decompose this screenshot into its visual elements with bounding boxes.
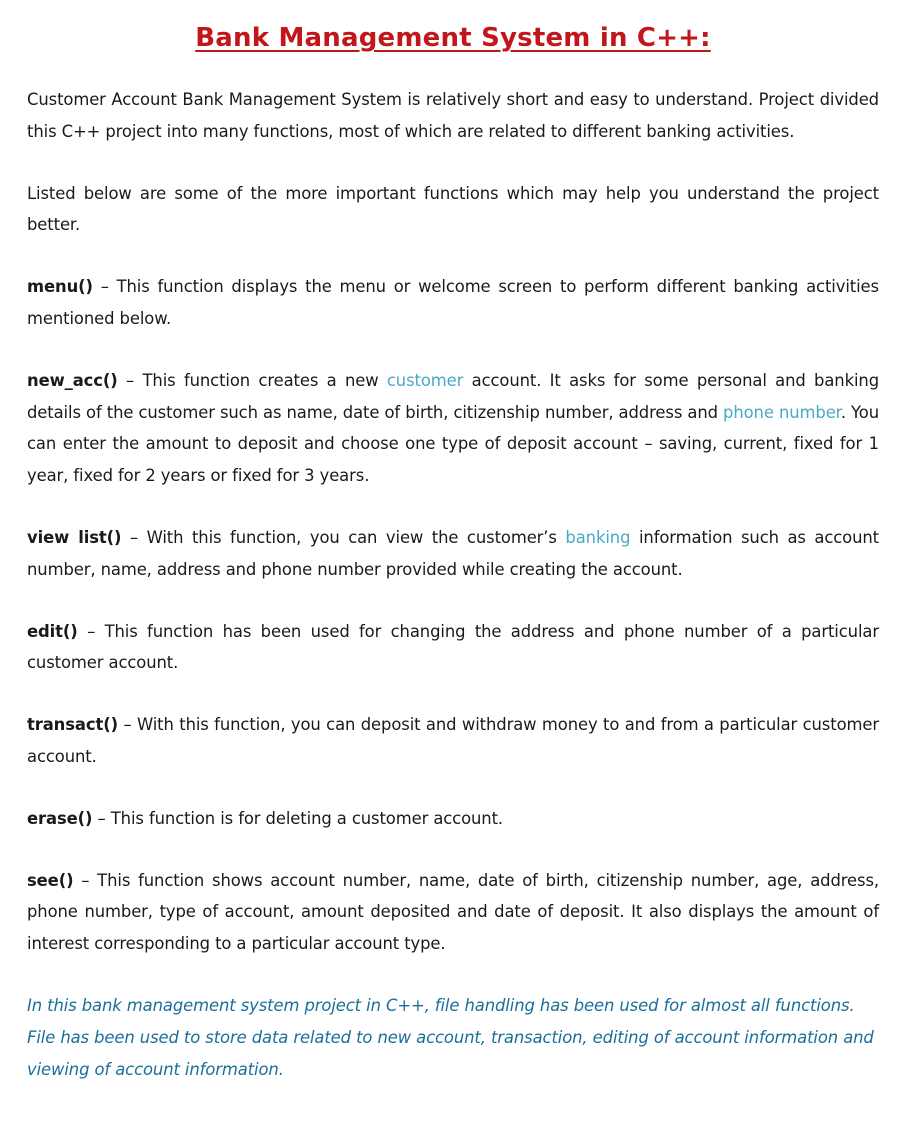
function-edit-paragraph (27, 616, 879, 680)
function-see-paragraph (27, 865, 879, 960)
function-name-see: see() (27, 870, 74, 890)
function-description: – This function has been used for changing the address and phone number of a particular customer account. (27, 621, 879, 673)
function-description: account. It asks for some personal and banking details of the customer such as name, date of birth, citizenship number, address and (27, 370, 880, 422)
function-name-menu: menu() (27, 277, 93, 297)
function-name-edit: edit() (27, 621, 78, 641)
customer-link[interactable]: customer (386, 370, 464, 390)
function-description: – With this function, you can view the customer’s (121, 527, 566, 547)
function-erase-paragraph (27, 803, 879, 835)
function-description: – This function creates a new (117, 370, 387, 390)
function-transact-paragraph (27, 709, 879, 773)
function-name-view-list: view list() (27, 527, 122, 547)
function-new-acc-paragraph (27, 365, 879, 492)
function-description: – This function shows account number, name, date of birth, citizenship number, age, address, phone number, type of account, amount deposited and date of deposit. It also displays the amount of interest corresponding to a particular account type. (27, 870, 879, 954)
banking-link[interactable]: banking (565, 527, 631, 547)
function-description: – This function is for deleting a customer account. (92, 808, 504, 828)
intro-paragraph-1: Customer Account Bank Management System is relatively short and easy to understand. Project divided this C++ project into many functions, most of which are related to different banking activities. (27, 90, 879, 141)
page-title: Bank Management System in C++: (195, 23, 711, 53)
function-description: information such as account number, name, address and phone number provided while creating the account. (27, 527, 880, 579)
function-description: – With this function, you can deposit and withdraw money to and from a particular customer account. (27, 715, 879, 766)
function-name-transact: transact() (27, 715, 118, 735)
function-menu-paragraph (27, 271, 879, 335)
function-name-new-acc: new_acc() (27, 370, 118, 390)
function-description: . You can enter the amount to deposit and choose one type of deposit account – saving, current, fixed for 1 year, fixed for 2 years or fixed for 3 years. (27, 402, 879, 486)
file-handling-note: In this bank management system project in C++, file handling has been used for almost all functions. File has been used to store data related to new account, transaction, editing of account information and viewing of account information. (27, 995, 874, 1079)
intro-paragraph-2: Listed below are some of the more important functions which may help you understand the project better. (27, 183, 879, 235)
function-name-erase: erase() (27, 808, 93, 828)
function-view-list-paragraph (27, 522, 879, 586)
function-description: – This function displays the menu or welcome screen to perform different banking activities mentioned below. (27, 277, 879, 328)
phone-number-link[interactable]: phone number (723, 402, 841, 422)
